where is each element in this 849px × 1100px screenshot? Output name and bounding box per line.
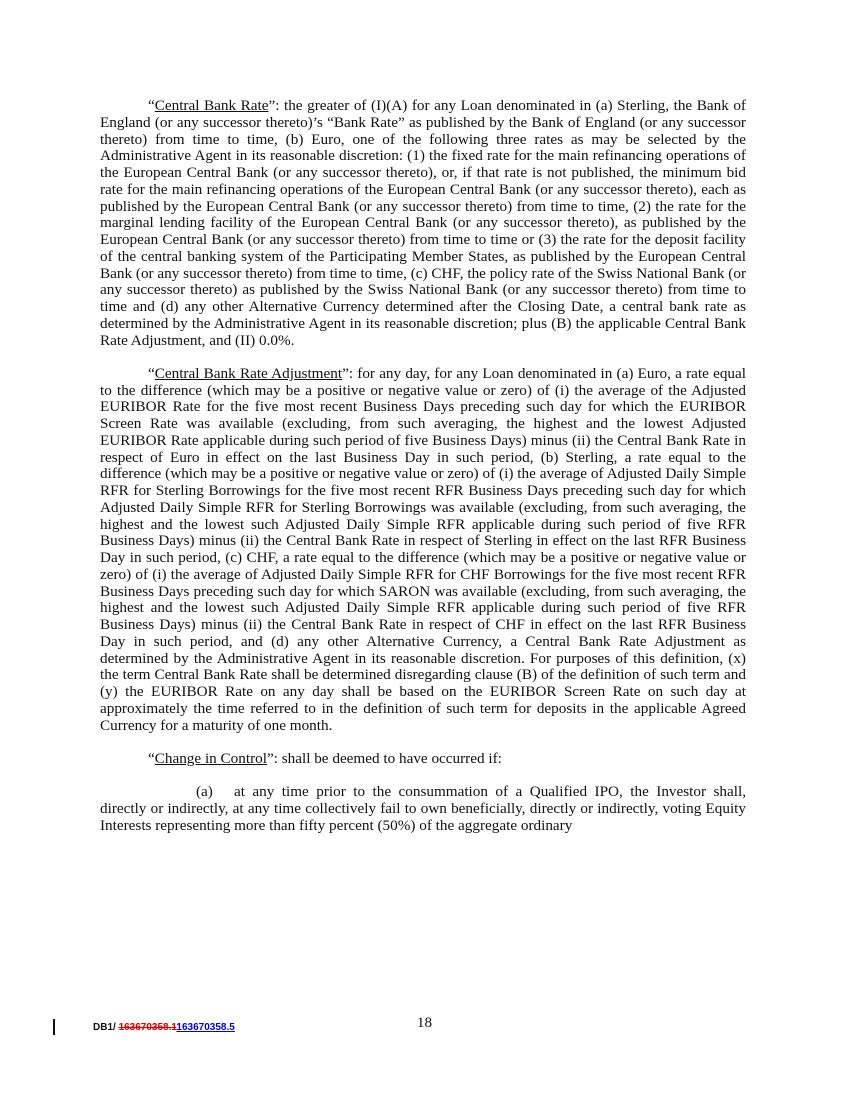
definition-central-bank-rate — [100, 98, 746, 349]
definition-change-in-control — [100, 751, 746, 768]
definition-text: : the greater of (I)(A) for any Loan denominated in (a) Sterling, the Bank of England (or any successor thereto)’s “Bank Rate” as published by the Bank of England (or any successor thereto) from time to time, (b) Euro, one of the following three rates as may be selected by the Administrative Agent in its reasonable discretion: (1) the fixed rate for the main refinancing operations of the European Central Bank (or any successor thereto), or, if that rate is not published, the minimum bid rate for the main refinancing operations of the European Central Bank (or any successor thereto), each as published by the European Central Bank (or any successor thereto) from time to time, (2) the rate for the marginal lending facility of the European Central Bank (or any successor thereto), as published by the European Central Bank (or any successor thereto) from time to time or (3) the rate for the deposit facility of the central banking system of the Participating Member States, as published by the European Central Bank (or any successor thereto) from time to time, (c) CHF, the policy rate of the Swiss National Bank (or any successor thereto) as published by the Swiss National Bank (or any successor thereto) from time to time and (d) any other Alternative Currency determined after the Closing Date, a central bank rate as determined by the Administrative Agent in its reasonable discretion; plus (B) the applicable Central Bank Rate Adjustment, and (II) 0.0%. — [100, 97, 746, 349]
document-body — [100, 98, 746, 851]
close-quote: ” — [268, 97, 276, 114]
close-quote: ” — [342, 364, 349, 382]
doc-id-deleted: 163670358.1 — [118, 1022, 177, 1033]
subclause-a — [100, 784, 746, 834]
defined-term: Central Bank Rate — [154, 97, 269, 114]
definition-text: : for any day, for any Loan denominated in (a) Euro, a rate equal to the difference (which may be a positive or negative value or zero) of (i) the average of the Adjusted EURIBOR Rate for the five most recent Business Days preceding such day for which the EURIBOR Screen Rate was available (excluding, from such averaging, the highest and the lowest Adjusted EURIBOR Rate applicable during such period of five Business Days) minus (ii) the Central Bank Rate in respect of Euro in effect on the last Business Day in such period, (b) Sterling, a rate equal to the difference (which may be a positive or negative value or zero) of (i) the average of Adjusted Daily Simple RFR for Sterling Borrowings for the five most recent RFR Business Days preceding such day for which Adjusted Daily Simple RFR for Sterling Borrowings was available (excluding, from such averaging, the highest and the lowest such Adjusted Daily Simple RFR applicable during such period of five RFR Business Days) minus (ii) the Central Bank Rate in respect of Sterling in effect on the last RFR Business Day in such period, (c) CHF, a rate equal to the difference (which may be a positive or negative value or zero) of (i) the average of Adjusted Daily Simple RFR for CHF Borrowings for the five most recent RFR Business Days preceding such day for which SARON was available (excluding, from such averaging, the highest and the lowest such Adjusted Daily Simple RFR applicable during such period of five RFR Business Days) minus (ii) the Central Bank Rate in respect of CHF in effect on the last RFR Business Day in such period, and (d) any other Alternative Currency, a Central Bank Rate Adjustment as determined by the Administrative Agent in its reasonable discretion. For purposes of this definition, (x) the term Central Bank Rate shall be determined disregarding clause (B) of the definition of such term and (y) the EURIBOR Rate on any day shall be based on the EURIBOR Screen Rate on such day at approximately the time referred to in the definition of such term for deposits in the applicable Agreed Currency for a maturity of one month. — [100, 364, 746, 734]
subclause-label: (a) — [196, 783, 213, 800]
subclause-text: at any time prior to the consummation of a Qualified IPO, the Investor shall, directly or indirectly, at any time collectively fail to own beneficially, directly or indirectly, voting Equity Interests representing more than fifty percent (50%) of the aggregate ordinary — [100, 783, 746, 834]
defined-term: Central Bank Rate Adjustment — [154, 364, 343, 382]
doc-id-prefix: DB1/ — [93, 1022, 119, 1033]
open-quote: “ — [148, 364, 155, 382]
doc-id-inserted: 163670358.5 — [176, 1022, 235, 1033]
page-number: 18 — [416, 1014, 433, 1031]
open-quote: “ — [148, 749, 155, 767]
definition-text: : shall be deemed to have occurred if: — [273, 749, 502, 767]
defined-term: Change in Control — [154, 749, 267, 767]
close-quote: ” — [266, 749, 274, 767]
open-quote: “ — [148, 97, 155, 114]
definition-central-bank-rate-adjustment — [100, 366, 746, 735]
